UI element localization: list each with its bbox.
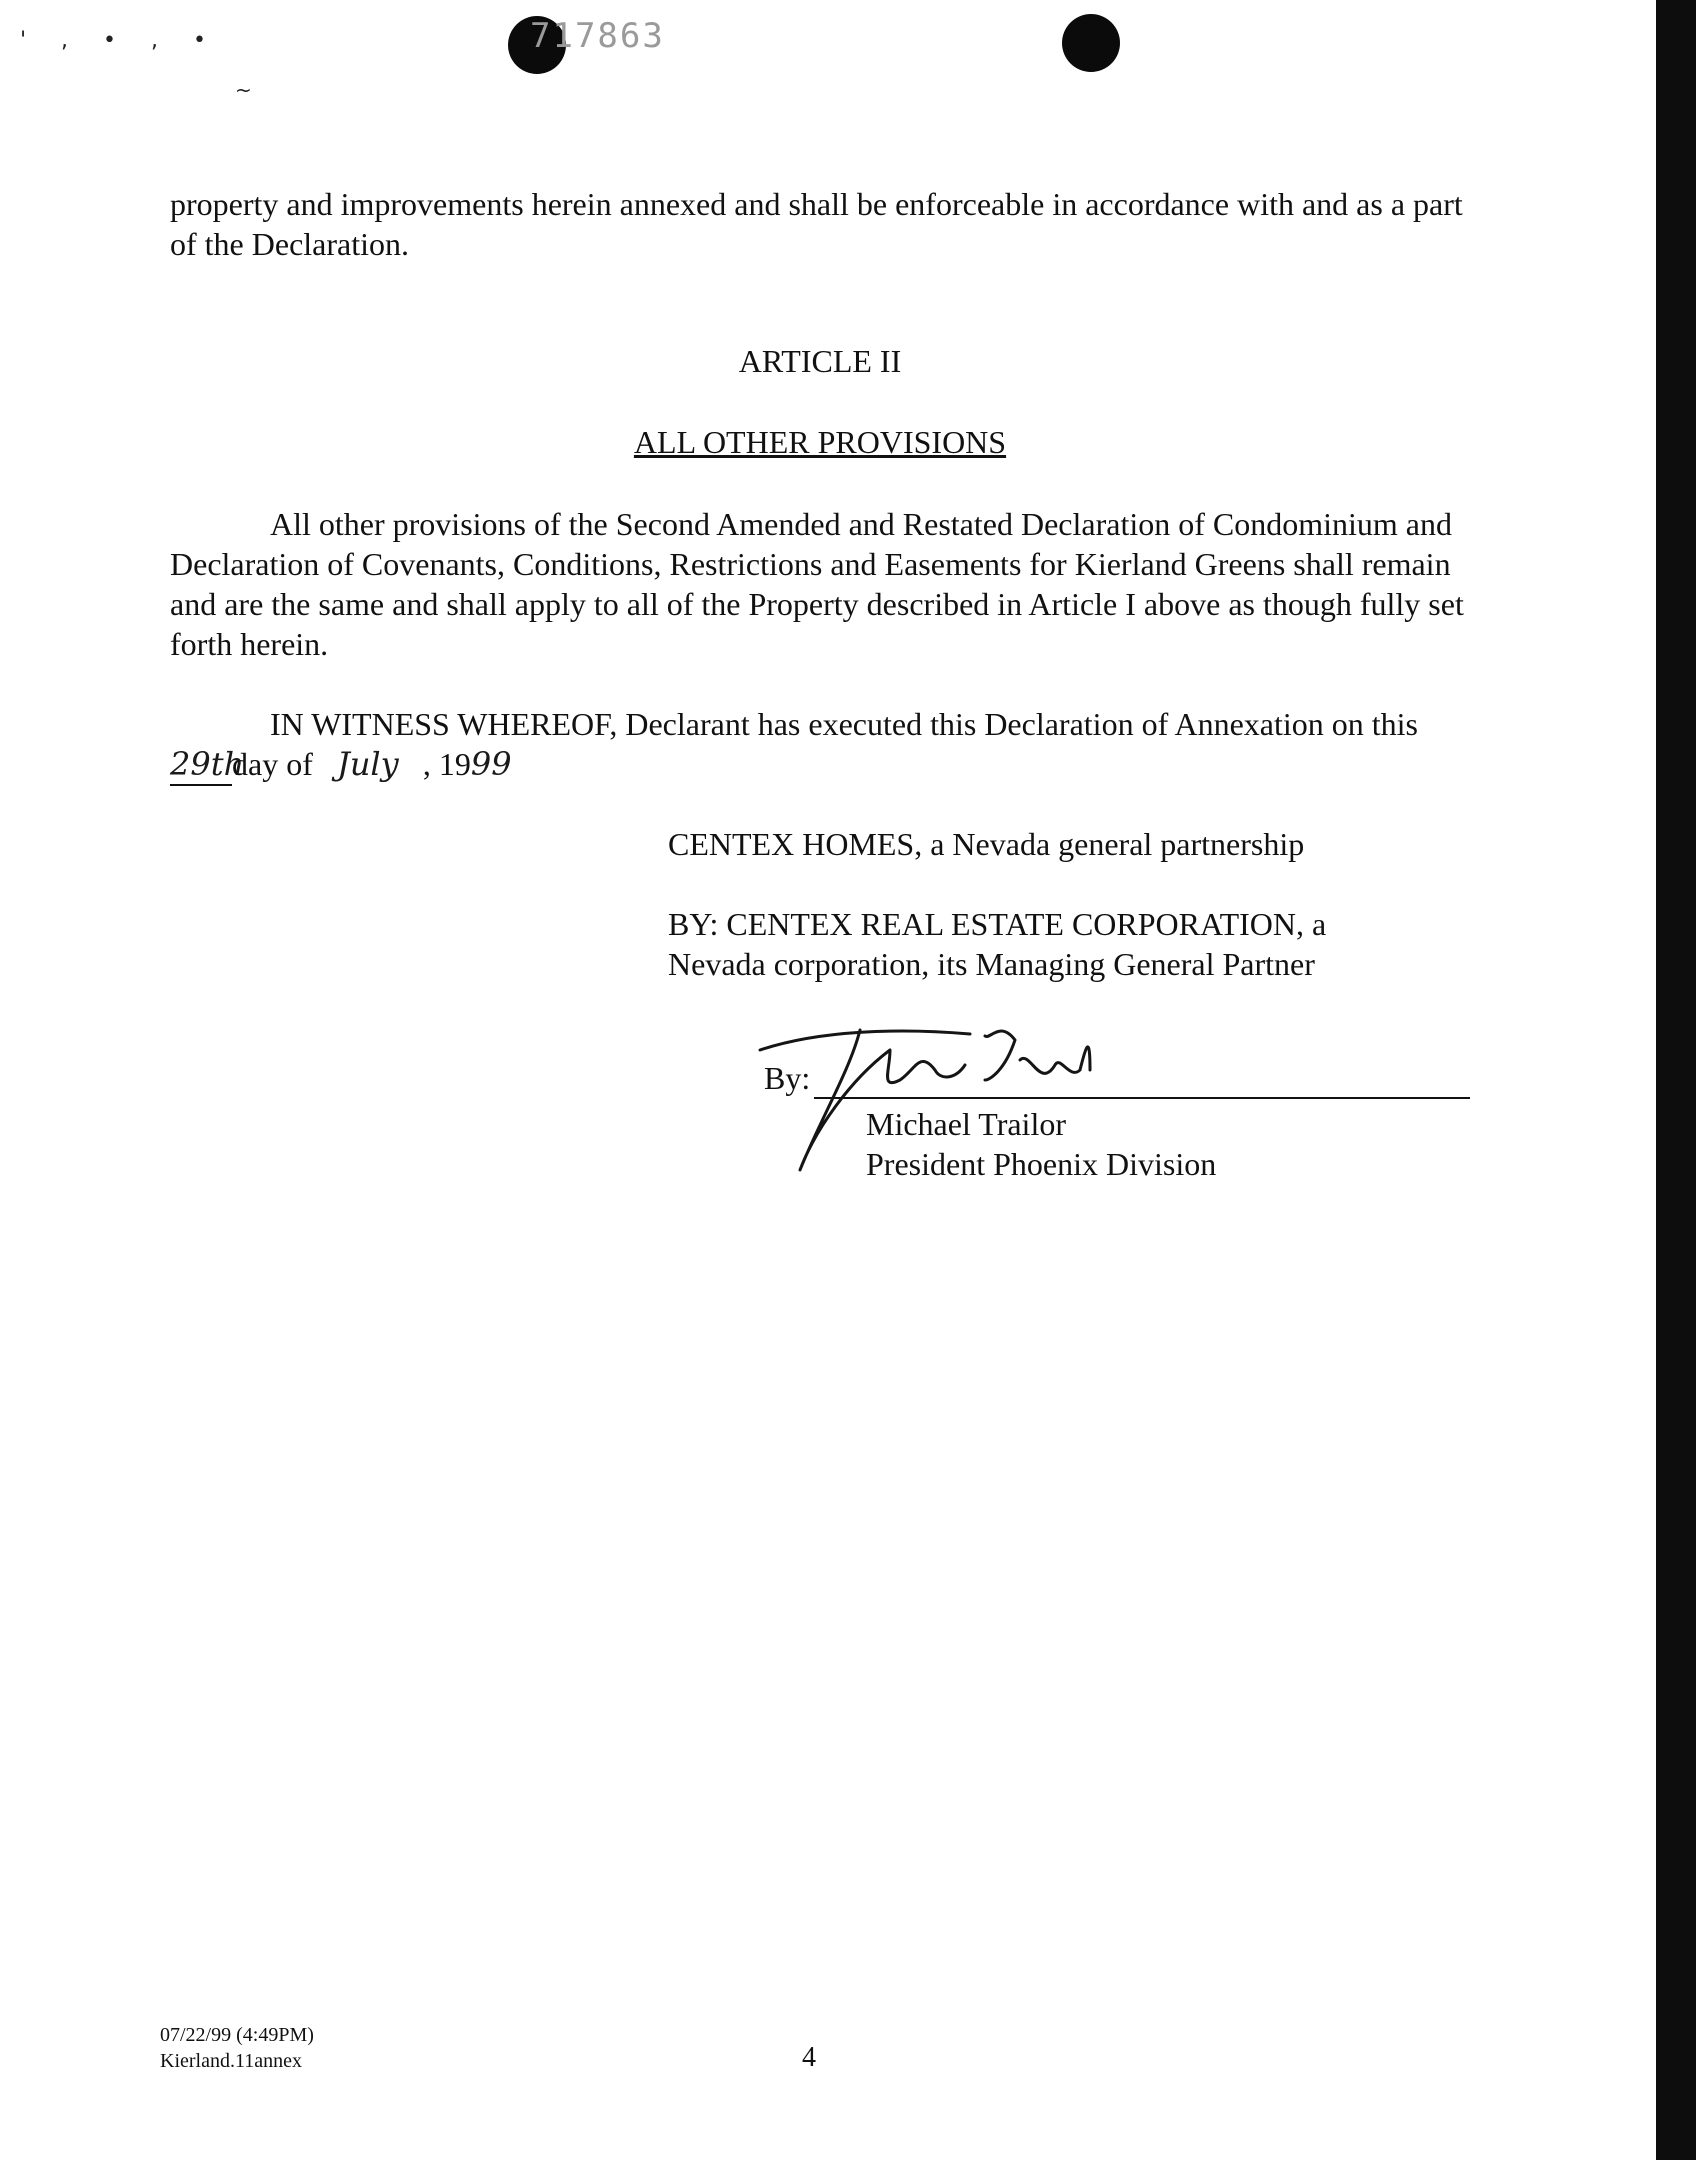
recording-stamp-number: 717863 xyxy=(530,16,665,56)
by-corporation-line: BY: CENTEX REAL ESTATE CORPORATION, a Nevada corporation, its Managing General Partner xyxy=(668,906,1327,982)
witness-text: IN WITNESS WHEREOF, Declarant has executed this Declaration of Annexation on this xyxy=(270,706,1418,742)
page-number: 4 xyxy=(802,2042,816,2073)
scan-speck: ~ xyxy=(235,78,252,102)
provisions-paragraph: All other provisions of the Second Amended and Restated Declaration of Condominium and Declaration of Covenants, Conditions, Restrictions and Easements for Kierland Greens shall remain and are the same and shall apply to all of the Property described in Article I above as though fully set forth herein. xyxy=(170,506,1464,662)
footer-file-name: Kierland.11annex xyxy=(160,2050,302,2072)
day-of-text: day of xyxy=(232,746,313,782)
signer-title: President Phoenix Division xyxy=(866,1146,1217,1182)
signature-by-label: By: xyxy=(764,1060,811,1096)
punch-hole-right xyxy=(1062,14,1120,72)
signer-name: Michael Trailor xyxy=(866,1106,1066,1142)
article-title: ALL OTHER PROVISIONS xyxy=(633,424,1007,460)
handwritten-month: July xyxy=(336,745,399,783)
scan-specks: ' , • , • xyxy=(20,28,220,53)
witness-paragraph xyxy=(170,704,1490,786)
handwritten-year: 99 xyxy=(470,745,512,783)
continued-paragraph: property and improvements herein annexed and shall be enforceable in accordance with and as a part of the Declaration. xyxy=(170,186,1463,262)
scan-edge xyxy=(1656,0,1696,2160)
handwritten-day: 29th xyxy=(170,744,232,786)
article-number: ARTICLE II xyxy=(738,343,902,379)
party-name: CENTEX HOMES, a Nevada general partnership xyxy=(668,826,1305,862)
footer-date-time: 07/22/99 (4:49PM) xyxy=(160,2024,314,2046)
year-prefix: , 19 xyxy=(422,746,471,782)
